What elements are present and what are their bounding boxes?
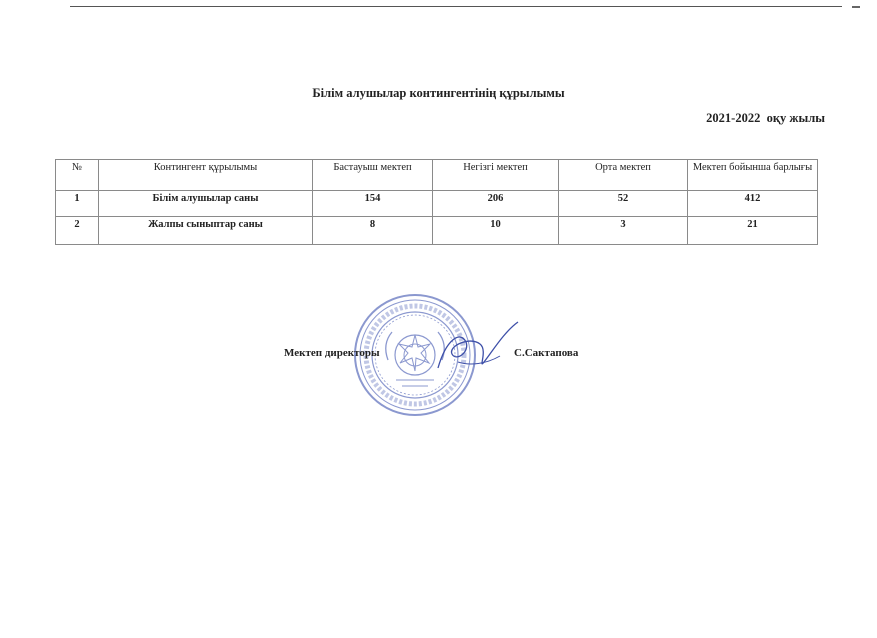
table-cell: 206 <box>433 191 559 217</box>
header-secondary: Орта мектеп <box>559 160 688 191</box>
handwritten-signature-icon <box>430 318 525 393</box>
document-title: Білім алушылар контингентінің құрылымы <box>312 86 565 100</box>
header-total: Мектеп бойынша барлығы <box>688 160 818 191</box>
table-row <box>56 191 818 217</box>
table-header-row <box>56 160 818 191</box>
table-cell: 154 <box>313 191 433 217</box>
scan-corner-mark <box>852 6 860 8</box>
table-cell: Жалпы сыныптар саны <box>99 217 313 245</box>
header-primary: Бастауыш мектеп <box>313 160 433 191</box>
director-label: Мектеп директоры <box>284 347 380 359</box>
table-cell: 10 <box>433 217 559 245</box>
table-cell: 2 <box>56 217 99 245</box>
contingent-table <box>55 159 818 245</box>
table-row <box>56 217 818 245</box>
table-cell: Білім алушылар саны <box>99 191 313 217</box>
table-cell: 1 <box>56 191 99 217</box>
table-cell: 412 <box>688 191 818 217</box>
table-cell: 8 <box>313 217 433 245</box>
table-cell: 52 <box>559 191 688 217</box>
academic-year: 2021-2022 оқу жылы <box>706 111 825 125</box>
director-name: С.Сактапова <box>514 347 579 359</box>
scan-top-rule <box>70 6 842 7</box>
header-basic: Негізгі мектеп <box>433 160 559 191</box>
header-number: № <box>56 160 99 191</box>
table-cell: 3 <box>559 217 688 245</box>
header-contingent: Контингент құрылымы <box>99 160 313 191</box>
table-cell: 21 <box>688 217 818 245</box>
